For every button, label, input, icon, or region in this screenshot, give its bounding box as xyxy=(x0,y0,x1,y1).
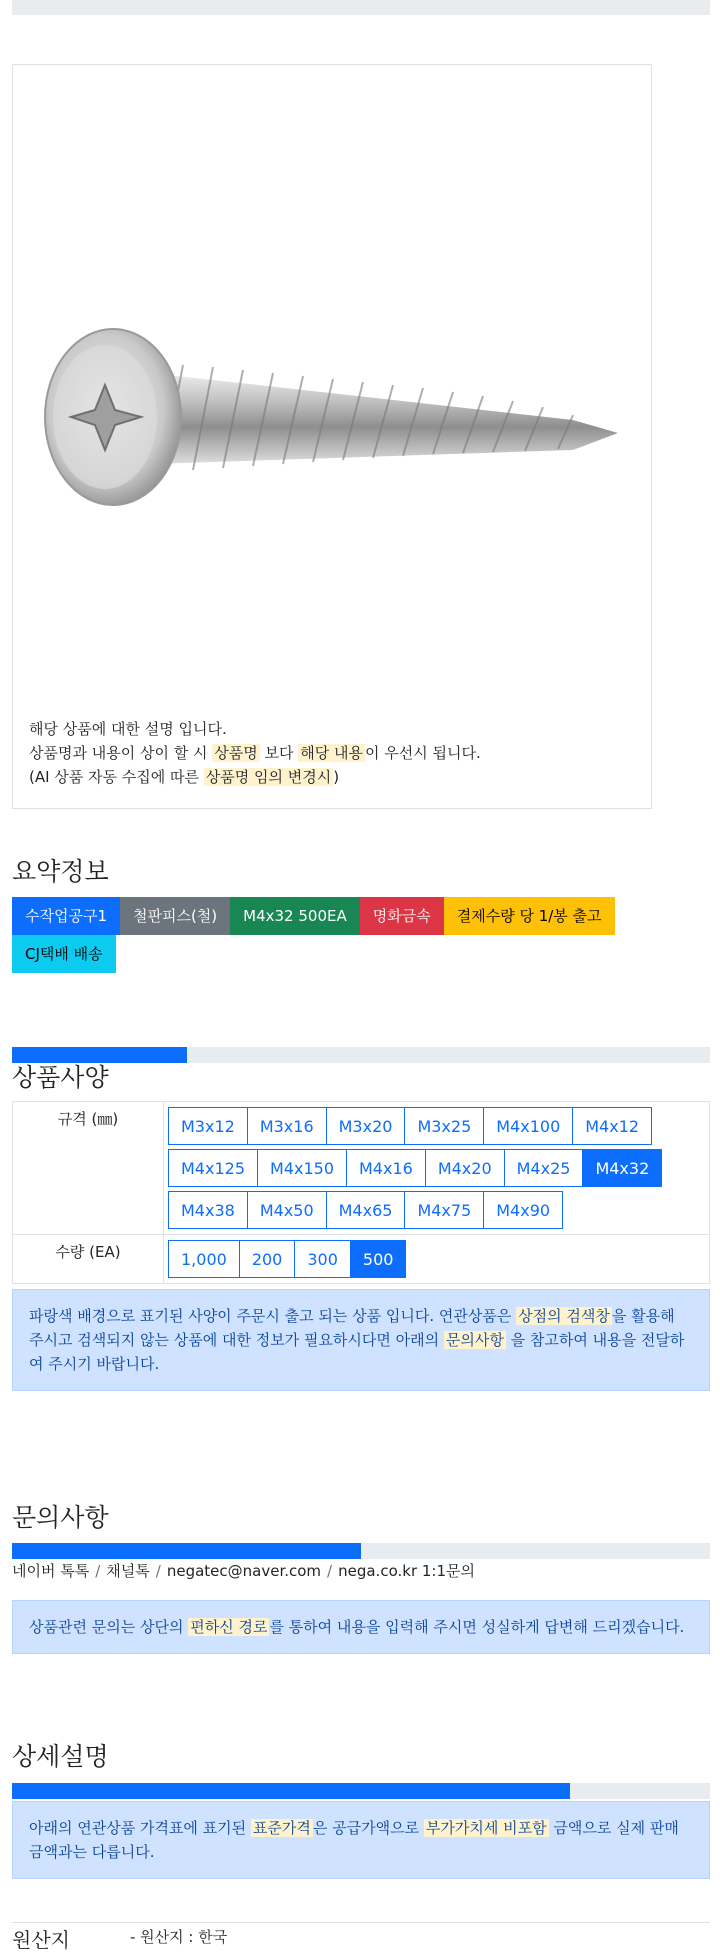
detail-title: 상세설명 xyxy=(12,1742,109,1771)
size-option[interactable]: M4x100 xyxy=(483,1107,573,1145)
notice-text: 상품관련 문의는 상단의 xyxy=(29,1618,189,1636)
notice-text: 를 통하여 내용을 입력해 주시면 성실하게 답변해 드리겠습니다. xyxy=(269,1618,685,1636)
size-options-cell xyxy=(164,1102,710,1235)
size-option[interactable]: M3x12 xyxy=(168,1107,248,1145)
channel-separator: / xyxy=(155,1562,161,1580)
notice-text: 아래의 연관상품 가격표에 표기된 xyxy=(29,1819,251,1837)
contact-channel[interactable]: negatec@naver.com xyxy=(166,1562,322,1580)
product-box xyxy=(12,64,652,809)
summary-badge: 명화금속 xyxy=(360,897,444,935)
size-label: 규격 (㎜) xyxy=(13,1102,164,1235)
specs-progress-fill xyxy=(12,1047,187,1063)
origin-label: 원산지 xyxy=(12,1928,70,1952)
contact-channel[interactable]: nega.co.kr 1:1문의 xyxy=(338,1562,475,1580)
size-option[interactable]: M4x32 xyxy=(582,1149,662,1187)
badge-row xyxy=(12,935,712,973)
size-option[interactable]: M3x16 xyxy=(247,1107,327,1145)
inquiry-notice xyxy=(12,1600,710,1654)
spec-row-qty xyxy=(13,1235,710,1284)
size-option[interactable]: M4x125 xyxy=(168,1149,258,1187)
highlight-route: 편하신 경로 xyxy=(190,1618,268,1636)
summary-badges xyxy=(12,897,712,973)
summary-badge: 철판피스(철) xyxy=(120,897,230,935)
summary-badge: 결제수량 당 1/봉 출고 xyxy=(444,897,615,935)
size-option[interactable]: M4x25 xyxy=(504,1149,584,1187)
size-option[interactable]: M3x25 xyxy=(404,1107,484,1145)
size-options xyxy=(164,1102,709,1234)
highlight-search: 상점의 검색창 xyxy=(518,1307,610,1325)
inquiry-title: 문의사항 xyxy=(12,1503,109,1532)
origin-value: - 원산지 : 한국 xyxy=(130,1928,228,1946)
top-divider xyxy=(12,0,710,15)
qty-label: 수량 (EA) xyxy=(13,1235,164,1284)
specs-notice xyxy=(12,1289,710,1391)
summary-title: 요약정보 xyxy=(12,857,109,886)
desc-text: 보다 xyxy=(259,744,299,762)
highlight-rename: 상품명 임의 변경시 xyxy=(205,768,332,786)
qty-options-cell xyxy=(164,1235,710,1284)
notice-text: 을 활용해 주시고 검색되지 않는 상품에 대한 정보가 필요하시다면 아래의 xyxy=(29,1307,675,1349)
size-option[interactable]: M4x16 xyxy=(346,1149,426,1187)
size-option[interactable]: M4x150 xyxy=(257,1149,347,1187)
badge-row xyxy=(12,897,712,935)
screw-image xyxy=(13,65,651,755)
highlight-product-name: 상품명 xyxy=(214,744,258,762)
summary-badge: CJ택배 배송 xyxy=(12,935,116,973)
highlight-inquiry: 문의사항 xyxy=(445,1331,504,1349)
highlight-content: 해당 내용 xyxy=(300,744,363,762)
size-option[interactable]: M4x75 xyxy=(404,1191,484,1229)
specs-progress xyxy=(12,1047,710,1063)
origin-row xyxy=(12,1922,710,1952)
highlight-vat: 부가가치세 비포함 xyxy=(425,1819,547,1837)
qty-options xyxy=(164,1235,709,1283)
contact-channel[interactable]: 채널톡 xyxy=(106,1562,150,1580)
qty-option[interactable]: 200 xyxy=(239,1240,296,1278)
contact-channels xyxy=(12,1560,475,1581)
desc-line-2 xyxy=(29,741,481,765)
size-option[interactable]: M4x20 xyxy=(425,1149,505,1187)
highlight-standard-price: 표준가격 xyxy=(252,1819,311,1837)
desc-text: (AI 상품 자동 수집에 따른 xyxy=(29,768,204,786)
size-option[interactable]: M4x50 xyxy=(247,1191,327,1229)
product-description xyxy=(29,717,481,789)
desc-text: ) xyxy=(333,768,340,786)
detail-notice xyxy=(12,1801,710,1879)
qty-option[interactable]: 500 xyxy=(350,1240,407,1278)
qty-option[interactable]: 300 xyxy=(294,1240,351,1278)
notice-text: 을 참고하여 내용을 전달하여 주시기 바랍니다. xyxy=(29,1331,685,1373)
inquiry-progress-fill xyxy=(12,1543,361,1559)
notice-text: 금액으로 실제 판매금액과는 다릅니다. xyxy=(29,1819,679,1861)
desc-line-1: 해당 상품에 대한 설명 입니다. xyxy=(29,720,227,738)
desc-line-3 xyxy=(29,765,481,789)
size-option[interactable]: M3x20 xyxy=(326,1107,406,1145)
inquiry-progress xyxy=(12,1543,710,1559)
size-option[interactable]: M4x65 xyxy=(326,1191,406,1229)
size-option[interactable]: M4x12 xyxy=(572,1107,652,1145)
desc-text: 이 우선시 됩니다. xyxy=(364,744,481,762)
size-option[interactable]: M4x38 xyxy=(168,1191,248,1229)
desc-text: 상품명과 내용이 상이 할 시 xyxy=(29,744,213,762)
detail-progress xyxy=(12,1783,710,1799)
notice-text: 파랑색 배경으로 표기된 사양이 주문시 출고 되는 상품 입니다. 연관상품은 xyxy=(29,1307,517,1325)
summary-badge: M4x32 500EA xyxy=(230,897,360,935)
channel-separator: / xyxy=(95,1562,101,1580)
channel-separator: / xyxy=(327,1562,333,1580)
summary-badge: 수작업공구1 xyxy=(12,897,120,935)
spec-row-size xyxy=(13,1102,710,1235)
qty-option[interactable]: 1,000 xyxy=(168,1240,240,1278)
contact-channel[interactable]: 네이버 톡톡 xyxy=(12,1562,90,1580)
specs-title: 상품사양 xyxy=(12,1063,109,1092)
spec-table xyxy=(12,1101,710,1284)
detail-progress-fill xyxy=(12,1783,570,1799)
size-option[interactable]: M4x90 xyxy=(483,1191,563,1229)
notice-text: 은 공급가액으로 xyxy=(312,1819,424,1837)
